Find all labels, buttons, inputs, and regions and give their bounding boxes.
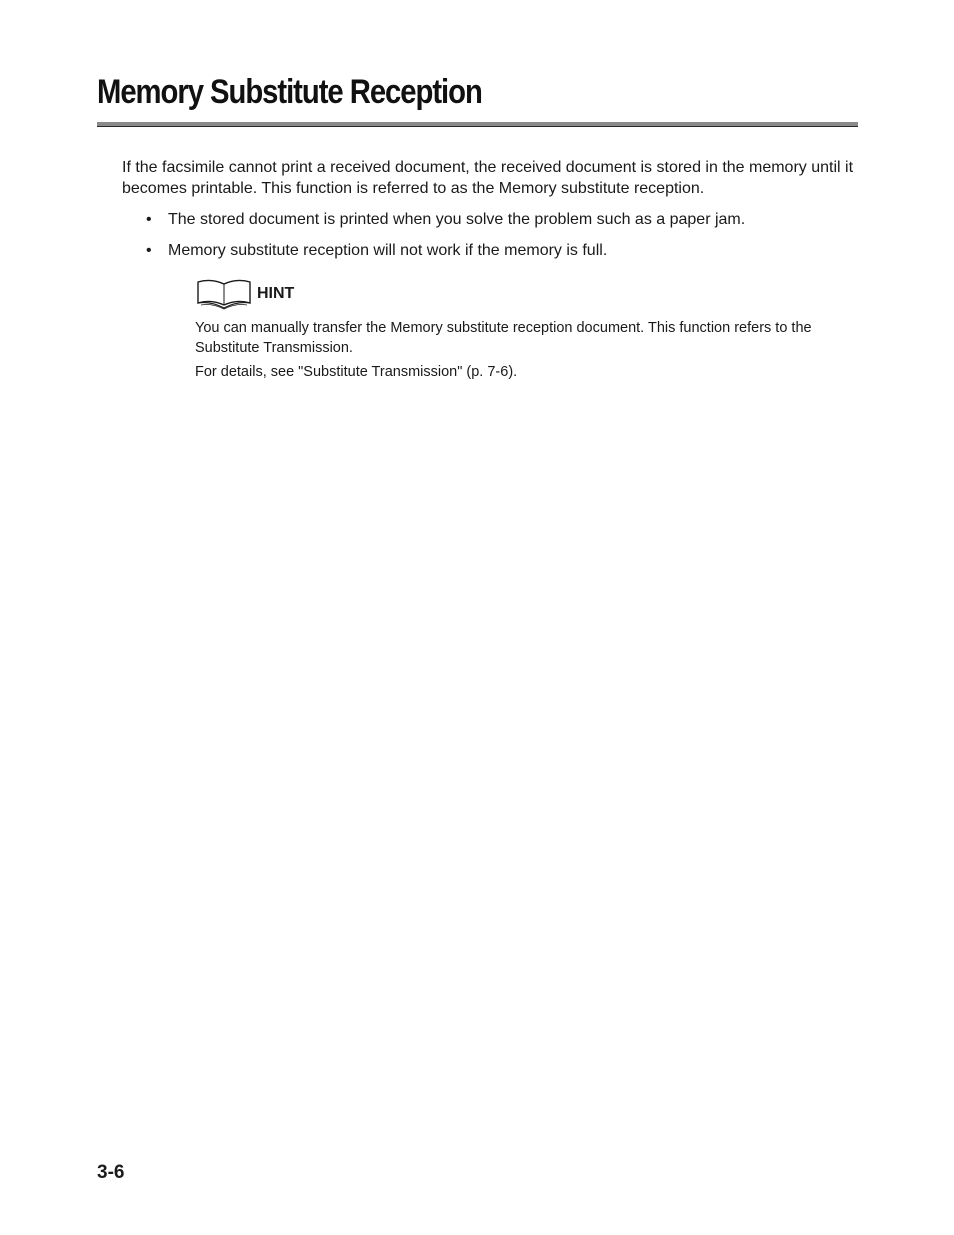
- list-item: [146, 240, 856, 261]
- hint-box: [195, 278, 860, 382]
- bullet-text: Memory substitute reception will not work if the memory is full.: [168, 242, 608, 259]
- list-item: [146, 209, 856, 230]
- intro-paragraph: If the facsimile cannot print a received document, the received document is stored in the memory until it becomes printable. This function is referred to as the Memory substitute reception.: [122, 159, 854, 197]
- page-title: Memory Substitute Reception: [97, 73, 482, 111]
- hint-text: You can manually transfer the Memory substitute reception document. This function refers to the Substitute Transmission.: [195, 320, 812, 356]
- bullet-icon: •: [146, 242, 152, 259]
- title-underline: [97, 122, 858, 127]
- hint-label: HINT: [257, 285, 295, 302]
- bullet-icon: •: [146, 211, 152, 228]
- book-icon: [195, 278, 253, 310]
- bullet-list: [146, 209, 856, 271]
- hint-header: [195, 278, 860, 310]
- page-number: 3-6: [97, 1162, 125, 1183]
- bullet-text: The stored document is printed when you solve the problem such as a paper jam.: [168, 211, 746, 228]
- hint-detail: For details, see "Substitute Transmission" (p. 7-6).: [195, 364, 518, 380]
